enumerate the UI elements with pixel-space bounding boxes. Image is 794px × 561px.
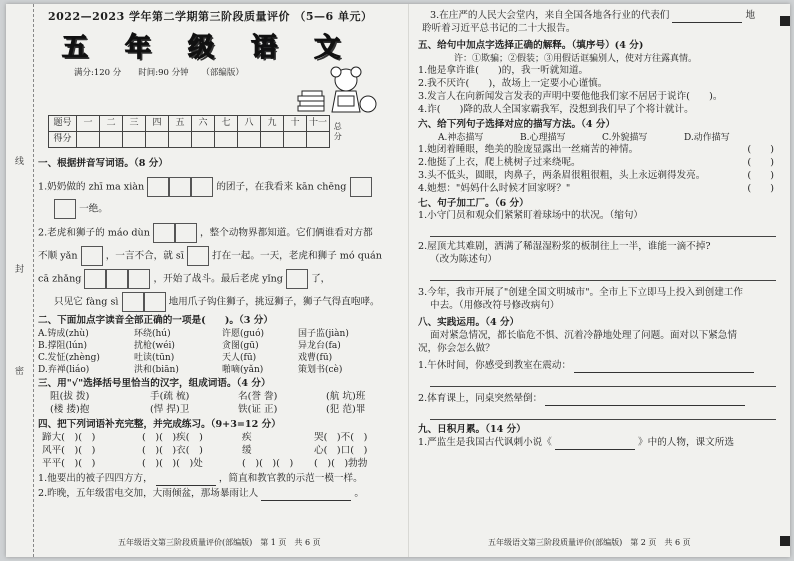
s8-q2: 2.体育课上，同桌突然晕倒： (418, 392, 543, 404)
answer-box[interactable] (286, 269, 308, 289)
s5-q: 3.发言人在向新闻发言发表的声明中要他他我们家不居居于说诈( )。 (418, 90, 723, 102)
section-2-options (38, 328, 400, 377)
answer-box[interactable] (169, 177, 191, 197)
answer-box[interactable] (128, 269, 150, 289)
exam-title: 五 年 级 语 文 (62, 32, 355, 63)
choice-row[interactable]: (楼 搂)抱 (悍 捍)卫 铁(证 正) (犯 范)罪 (50, 404, 366, 416)
q2-text-d: ，一言不合，就 sī (105, 250, 184, 262)
answer-box[interactable] (175, 223, 197, 243)
s6-item: 2.他挺了上衣，爬上桃树子过来绕呢。 ( ) (418, 156, 774, 168)
answer-box[interactable] (147, 177, 169, 197)
s5-q: 1.他是拿许谁( )的，我一听就知道。 (418, 64, 589, 76)
s4-q2b: 。 (354, 487, 364, 499)
score-input[interactable] (192, 132, 215, 148)
score-cell: 题号 (49, 116, 77, 132)
section-1-title: 一、根据拼音写词语。（8 分） (38, 158, 168, 169)
section-9-title: 九、日积月累。（14 分） (418, 423, 526, 435)
fill-row[interactable]: 风平( )( ) ( )( )衣( ) 缓 心( )口( ) (42, 445, 368, 457)
q2-text-b: ，整个动物界都知道。它们俩谁看对方都 (200, 227, 373, 239)
binding-char: 封 (15, 265, 25, 275)
fill-row[interactable]: 平平( )( ) ( )( )( )处 ( )( )( ) ( )( )勃勃 (42, 458, 368, 470)
choice-row[interactable]: 阻(拔 拨) 手(疏 梳) 名(誉 誊) (航 坑)班 (50, 391, 366, 403)
answer-box[interactable] (106, 269, 128, 289)
score-input[interactable] (169, 132, 192, 148)
q1-text: 1.奶奶做的 zhī ma xiàn (38, 181, 145, 193)
q2-text-j: 地用爪子钩住狮子，挑逗狮子，狮子气得直咆哮。 (168, 296, 380, 308)
answer-blank[interactable] (156, 485, 216, 486)
s6-options: A.神态描写 B.心理描写 C.外貌描写 D.动作描写 (438, 132, 730, 143)
registration-mark (780, 536, 790, 546)
option-row[interactable]: A.铸成(zhù) 环绕(hú) 许愿(guó) 国子监(jiàn) (38, 328, 349, 339)
q2-text-i: 只见它 fàng sì (54, 296, 119, 308)
binding-char: 线 (15, 157, 25, 167)
answer-lines[interactable] (418, 267, 776, 281)
section-4-title: 四、把下列词语补充完整，并完成练习。（9+3=12 分） (38, 419, 281, 431)
r-l2: 聆听着习近平总书记的二十大报告。 (422, 22, 576, 34)
option-row[interactable]: B.撑阻(lún) 扰枪(wéi) 贪图(gū) 异龙台(fa) (38, 341, 341, 352)
answer-box[interactable] (187, 246, 209, 266)
right-page (418, 10, 776, 450)
q1-text-b: 的团子，在我看来 kān chēng (216, 181, 347, 193)
score-input[interactable] (284, 132, 307, 148)
left-page (34, 10, 400, 499)
answer-box[interactable] (191, 177, 213, 197)
binding-margin (6, 4, 34, 557)
score-input[interactable] (100, 132, 123, 148)
s4-q1: 1.他要出的被子四四方方， (38, 473, 153, 484)
answer-paren[interactable]: ( ) (747, 143, 774, 155)
registration-mark (780, 16, 790, 26)
option-row[interactable]: C.发怔(zhèng) 吐读(tūn) 天人(fū) 戏曹(fū) (38, 353, 333, 364)
q2-text-c: 不顺 yǎn (38, 250, 78, 262)
exam-meta: 满分:120 分 时间:90 分钟 （部编版） (74, 67, 244, 78)
score-input[interactable] (215, 132, 238, 148)
answer-box[interactable] (122, 292, 144, 312)
q2-text-f: cā zhǎng (38, 273, 82, 285)
score-cell: 十 (284, 116, 307, 132)
s7-q3: 3.今年，我市开展了"创建全国文明城市"。全市上下立即马上投入到创建工作 (418, 287, 743, 299)
section-3-title: 三、用"√"选择括号里恰当的汉字，组成词语。（4 分） (38, 378, 271, 390)
exam-header: 2022—2023 学年第二学期第三阶段质量评价 （5—6 单元） (48, 10, 373, 23)
score-cell: 四 (146, 116, 169, 132)
s8-intro: 面对紧急情况，都长临危不惧、沉着冷静地处理了问题。面对以下紧急情 (430, 330, 737, 342)
q1-text-c: 一绝。 (79, 203, 108, 215)
s6-item: 1.她闭着睡眼，绝美的脸庞显露出一丝痛苦的神情。 ( ) (418, 143, 774, 155)
score-cell: 得分 (49, 132, 77, 148)
answer-box[interactable] (350, 177, 372, 197)
answer-blank[interactable] (261, 500, 351, 501)
score-input[interactable] (123, 132, 146, 148)
score-input[interactable] (307, 132, 330, 148)
s8-q1: 1.午休时间，你感受到教室在震动： (418, 359, 572, 371)
total-label: 总 分 (333, 121, 342, 141)
s7-q1: 1.小守门员和观众们紧紧盯着球场中的状况。（缩句） (418, 210, 644, 222)
answer-blank[interactable] (555, 449, 635, 450)
answer-box[interactable] (84, 269, 106, 289)
answer-box[interactable] (153, 223, 175, 243)
score-cell: 三 (123, 116, 146, 132)
score-cell: 十一 (307, 116, 330, 132)
section-7-title: 七、句子加工厂。（6 分） (418, 197, 529, 209)
s7-q2: 2.屋顶尤其难剧，洒满了稀湿湿粉浆的板制往上一半，谁能一滴不掉? (418, 241, 711, 253)
s7-q3b: 中去。（用修改符号修改病句） (430, 300, 560, 312)
score-input[interactable] (146, 132, 169, 148)
answer-box[interactable] (54, 199, 76, 219)
answer-lines[interactable] (418, 223, 776, 237)
answer-paren[interactable]: ( ) (747, 182, 774, 194)
fill-row[interactable]: 蹄大( )( ) ( )( )疾( ) 疾 哭( )不( ) (42, 432, 368, 444)
score-cell: 二 (100, 116, 123, 132)
s5-def: 许：①欺骗；②假装；③用假话诓骗别人，使对方往露真情。 (454, 53, 698, 64)
s9-q1: 1.严监生是我国古代讽刺小说《 (418, 436, 552, 448)
s4-q2: 2.昨晚，五年级雷电交加，大雨倾盆，那场暴雨让人 (38, 487, 259, 499)
s8-intro2: 况，你会怎么做？ (418, 343, 495, 355)
answer-blank[interactable] (672, 22, 742, 23)
binding-char: 密 (15, 367, 25, 377)
score-input[interactable] (261, 132, 284, 148)
answer-lines[interactable] (418, 373, 776, 387)
answer-blank[interactable] (545, 405, 745, 406)
r-l1b: 地 (745, 10, 756, 21)
score-cell: 八 (238, 116, 261, 132)
score-cell: 六 (192, 116, 215, 132)
score-cell: 五 (169, 116, 192, 132)
s5-q: 4.诈( )降的敌人全国家霸我军，没想到我们早了个将计就计。 (418, 103, 694, 115)
answer-paren[interactable]: ( ) (747, 169, 774, 181)
section-6-title: 六、给下列句子选择对应的描写方法。（4 分） (418, 118, 616, 130)
score-cell: 九 (261, 116, 284, 132)
page-fold (408, 4, 409, 557)
section-2-title: 二、下面加点字读音全部正确的一项是( )。（3 分） (38, 314, 273, 326)
q2-text-g: ，开始了战斗。最后老虎 yǐng (153, 273, 283, 285)
answer-paren[interactable]: ( ) (747, 156, 774, 168)
s6-item: 3.头不低头，圆眼，肉鼻子，两条眉很粗很粗，头上永远剃得发亮。 ( ) (418, 169, 774, 181)
r-l1: 3.在庄严的人民大会堂内，来自全国各地各行业的代表们 (430, 10, 670, 21)
q2-text-e: 打在一起。一天，老虎和狮子 mó quán (212, 250, 382, 262)
section-8-title: 八、实践运用。（4 分） (418, 317, 520, 329)
answer-box[interactable] (81, 246, 103, 266)
girl-reading-illustration (296, 66, 380, 116)
answer-box[interactable] (144, 292, 166, 312)
score-cell: 七 (215, 116, 238, 132)
score-cell: 一 (77, 116, 100, 132)
s5-q: 2.我不厌许( )，故场上一定要小心谨慎。 (418, 77, 608, 89)
s7-q2b: （改为陈述句） (430, 254, 498, 266)
s9-q1b: 》中的人物，课文所选 (638, 436, 734, 448)
answer-blank[interactable] (574, 372, 754, 373)
option-row[interactable]: D.弃禅(liáo) 洪和(biān) 啪嘀(yǎn) 策划书(cè) (38, 365, 343, 376)
q2-text-h: 了， (311, 273, 331, 285)
score-input[interactable] (238, 132, 261, 148)
score-table (48, 115, 346, 148)
answer-lines[interactable] (418, 406, 776, 420)
s4-q1b: ，简直和教官教的示范一模一样。 (218, 473, 363, 484)
s6-item: 4.她想："妈妈什么时候才回家呀？" ( ) (418, 182, 774, 194)
q2-text: 2.老虎和狮子的 máo dùn (38, 227, 150, 239)
section-5-title: 五、给句中加点字选择正确的解释。（填序号）(4 分) (418, 39, 644, 51)
score-input[interactable] (77, 132, 100, 148)
